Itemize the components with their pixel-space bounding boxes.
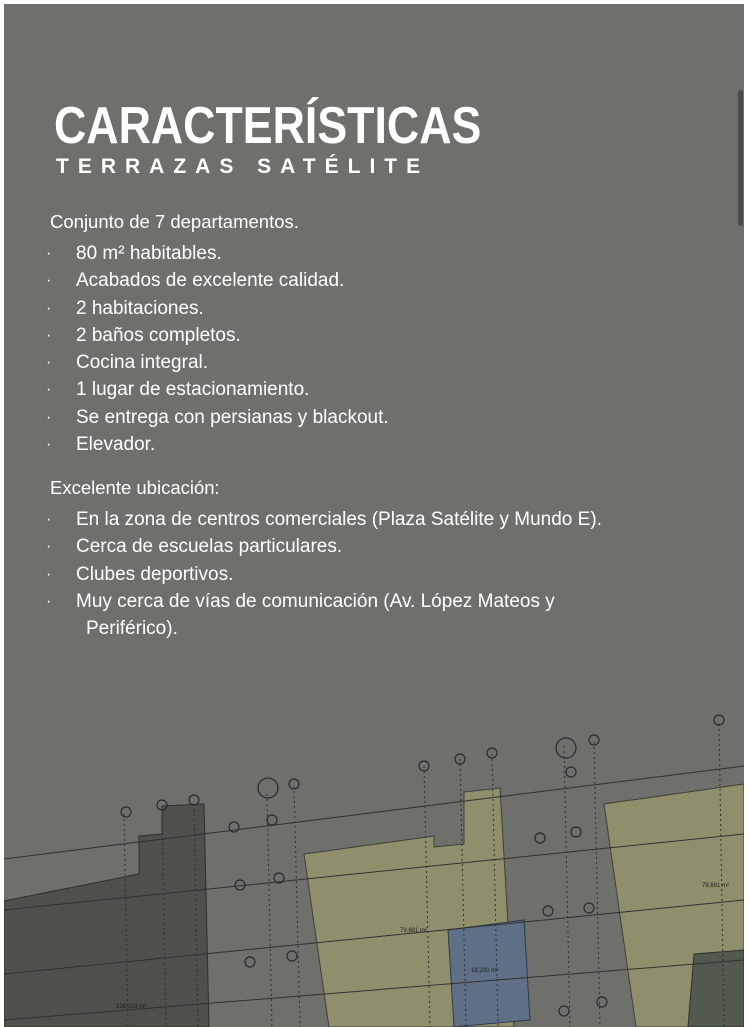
list-item: · 80 m² habitables. — [44, 240, 389, 267]
bullet-icon: · — [46, 436, 52, 454]
area-label: 79,881 m² — [702, 883, 730, 889]
bullet-icon: · — [46, 245, 52, 262]
bullet-icon: · — [46, 565, 52, 583]
location-heading: Excelente ubicación: — [50, 477, 220, 498]
scrollbar[interactable] — [738, 90, 743, 226]
list-item: · 1 lugar de estacionamiento. — [44, 376, 389, 403]
list-item: · Clubes deportivos. — [44, 561, 602, 588]
bullet-icon: · — [46, 408, 52, 426]
area-label: 79,881 m² — [400, 928, 428, 934]
list-item: · Elevador. — [44, 431, 389, 458]
list-item: · 2 habitaciones. — [44, 295, 389, 322]
list-item: · En la zona de centros comerciales (Plaza Satélite y Mundo E). — [44, 506, 602, 533]
page-subtitle: TERRAZAS SATÉLITE — [56, 155, 430, 178]
bullet-icon: · — [46, 299, 52, 317]
features-list — [44, 240, 389, 458]
location-list — [44, 506, 602, 642]
document-page — [4, 4, 744, 1027]
list-item: · Muy cerca de vías de comunicación (Av. López Mateos y Periférico). — [44, 588, 602, 643]
list-item: · Acabados de excelente calidad. — [44, 267, 389, 294]
bullet-icon: · — [46, 326, 52, 344]
plan-building-dark-right — [688, 950, 744, 1027]
list-item: · Cocina integral. — [44, 349, 389, 376]
bullet-icon: · — [46, 272, 52, 290]
bullet-icon: · — [46, 538, 52, 556]
list-item: · Cerca de escuelas particulares. — [44, 533, 602, 560]
list-item: · 2 baños completos. — [44, 322, 389, 349]
area-label: 126,023 m² — [116, 1004, 147, 1010]
area-label: 16,200 m² — [471, 968, 499, 974]
bullet-icon: · — [46, 592, 52, 610]
bullet-icon: · — [46, 511, 52, 528]
bullet-icon: · — [46, 381, 52, 399]
features-heading: Conjunto de 7 departamentos. — [50, 211, 299, 232]
list-item-continuation: Periférico). — [86, 618, 178, 640]
page-title: CARACTERÍSTICAS — [54, 97, 482, 155]
bullet-icon: · — [46, 354, 52, 372]
list-item: · Se entrega con persianas y blackout. — [44, 404, 389, 431]
floor-plan-drawing — [4, 704, 744, 1027]
